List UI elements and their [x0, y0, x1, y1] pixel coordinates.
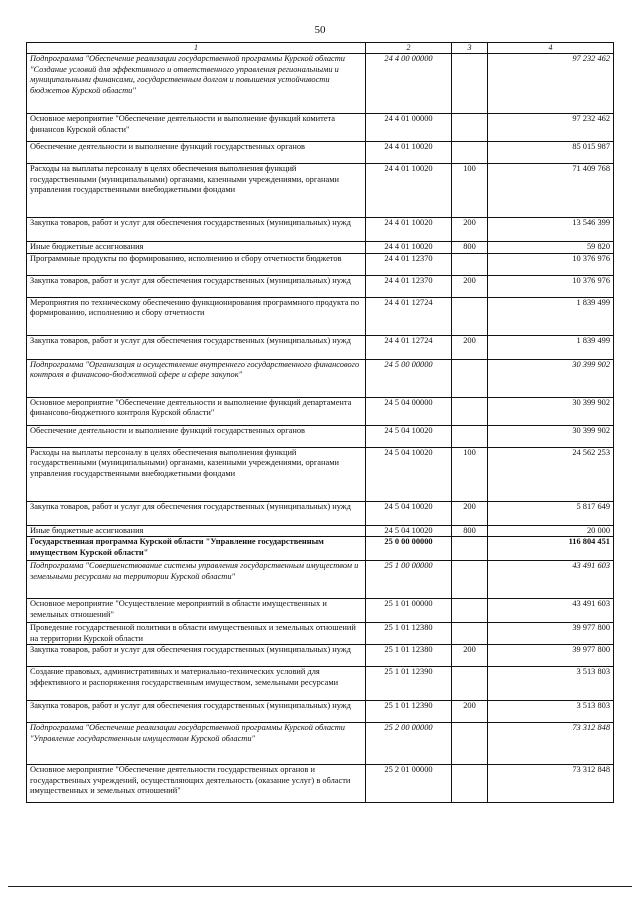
table-row	[27, 599, 614, 623]
cell-amount: 97 232 462	[488, 54, 614, 114]
cell-amount: 85 015 987	[488, 142, 614, 164]
cell-expense-type	[452, 765, 488, 803]
cell-amount: 10 376 976	[488, 253, 614, 275]
cell-code: 24 4 01 12370	[366, 253, 452, 275]
cell-code: 24 4 01 10020	[366, 218, 452, 242]
table-row	[27, 525, 614, 537]
table-row	[27, 359, 614, 397]
header-cell-code: 2	[366, 43, 452, 54]
table-row	[27, 701, 614, 723]
table-row	[27, 253, 614, 275]
cell-expense-type: 200	[452, 275, 488, 297]
cell-amount: 30 399 902	[488, 397, 614, 425]
cell-code: 24 4 01 10020	[366, 242, 452, 254]
cell-code: 25 1 01 00000	[366, 599, 452, 623]
cell-amount: 10 376 976	[488, 275, 614, 297]
cell-name: Расходы на выплаты персоналу в целях обеспечения выполнения функций государственными (муниципальными) органами, казенными учреждениями, органами управления государственными внебюджетными фондами	[27, 164, 366, 218]
cell-amount: 73 312 848	[488, 723, 614, 765]
budget-table	[26, 42, 614, 803]
cell-expense-type: 200	[452, 701, 488, 723]
cell-expense-type	[452, 359, 488, 397]
table-row	[27, 54, 614, 114]
cell-expense-type: 200	[452, 335, 488, 359]
cell-name: Закупка товаров, работ и услуг для обеспечения государственных (муниципальных) нужд	[27, 335, 366, 359]
cell-code: 25 0 00 00000	[366, 537, 452, 561]
cell-expense-type: 800	[452, 242, 488, 254]
cell-name: Закупка товаров, работ и услуг для обеспечения государственных (муниципальных) нужд	[27, 275, 366, 297]
cell-name: Подпрограмма "Обеспечение реализации государственной программы Курской области "Создание условий для эффективного и ответственного управления региональными и муниципальными финансами, государственным долгом и повышения устойчивости бюджетов Курской области"	[27, 54, 366, 114]
cell-expense-type	[452, 297, 488, 335]
cell-code: 25 1 00 00000	[366, 561, 452, 599]
cell-amount: 59 820	[488, 242, 614, 254]
cell-code: 25 1 01 12380	[366, 645, 452, 667]
table-row	[27, 164, 614, 218]
cell-amount: 20 000	[488, 525, 614, 537]
cell-code: 24 5 04 10020	[366, 501, 452, 525]
cell-name: Основное мероприятие "Обеспечение деятельности государственных органов и государственных учреждений, осуществляющих деятельность (оказание услуг) в области имущественных и земельных отношений"	[27, 765, 366, 803]
cell-expense-type	[452, 537, 488, 561]
cell-name: Иные бюджетные ассигнования	[27, 525, 366, 537]
cell-name: Подпрограмма "Обеспечение реализации государственной программы Курской области "Управление государственным имуществом Курской области"	[27, 723, 366, 765]
table-header-row	[27, 43, 614, 54]
cell-name: Мероприятия по техническому обеспечению функционирования программного продукта по формированию, исполнению и сбору отчетности	[27, 297, 366, 335]
cell-amount: 43 491 603	[488, 561, 614, 599]
cell-code: 24 5 04 10020	[366, 447, 452, 501]
table-row	[27, 561, 614, 599]
cell-name: Закупка товаров, работ и услуг для обеспечения государственных (муниципальных) нужд	[27, 501, 366, 525]
table-row	[27, 667, 614, 701]
cell-code: 25 1 01 12390	[366, 667, 452, 701]
cell-name: Подпрограмма "Совершенствование системы управления государственным имуществом и земельными ресурсами на территории Курской области"	[27, 561, 366, 599]
cell-code: 24 4 01 10020	[366, 142, 452, 164]
cell-amount: 97 232 462	[488, 114, 614, 142]
cell-name: Создание правовых, административных и материально-технических условий для эффективного и распоряжения государственным имуществом, земельными ресурсами	[27, 667, 366, 701]
cell-code: 24 5 00 00000	[366, 359, 452, 397]
page-number: 50	[314, 24, 326, 36]
table-row	[27, 623, 614, 645]
cell-code: 24 4 01 10020	[366, 164, 452, 218]
cell-expense-type	[452, 723, 488, 765]
cell-expense-type	[452, 114, 488, 142]
cell-amount: 30 399 902	[488, 359, 614, 397]
table-row	[27, 425, 614, 447]
table-row	[27, 142, 614, 164]
table-row	[27, 275, 614, 297]
table-body	[27, 54, 614, 803]
cell-name: Основное мероприятие "Обеспечение деятельности и выполнение функций комитета финансов Курской области"	[27, 114, 366, 142]
cell-amount: 5 817 649	[488, 501, 614, 525]
cell-expense-type: 100	[452, 447, 488, 501]
table-row	[27, 114, 614, 142]
table-row	[27, 218, 614, 242]
cell-amount: 73 312 848	[488, 765, 614, 803]
cell-code: 24 4 01 12724	[366, 335, 452, 359]
cell-amount: 1 839 499	[488, 335, 614, 359]
cell-code: 25 1 01 12380	[366, 623, 452, 645]
cell-amount: 3 513 803	[488, 667, 614, 701]
cell-code: 25 2 00 00000	[366, 723, 452, 765]
table-row	[27, 765, 614, 803]
cell-code: 25 2 01 00000	[366, 765, 452, 803]
cell-name: Закупка товаров, работ и услуг для обеспечения государственных (муниципальных) нужд	[27, 218, 366, 242]
table-row	[27, 645, 614, 667]
table-row	[27, 297, 614, 335]
cell-amount: 3 513 803	[488, 701, 614, 723]
cell-expense-type	[452, 142, 488, 164]
header-cell-amount: 4	[488, 43, 614, 54]
cell-expense-type	[452, 425, 488, 447]
cell-expense-type	[452, 599, 488, 623]
cell-expense-type: 200	[452, 501, 488, 525]
cell-expense-type	[452, 561, 488, 599]
cell-name: Обеспечение деятельности и выполнение функций государственных органов	[27, 142, 366, 164]
cell-name: Основное мероприятие "Обеспечение деятельности и выполнение функций департамента финансово-бюджетного контроля Курской области"	[27, 397, 366, 425]
cell-amount: 30 399 902	[488, 425, 614, 447]
cell-expense-type	[452, 253, 488, 275]
cell-code: 24 4 01 12724	[366, 297, 452, 335]
cell-name: Основное мероприятие "Осуществление мероприятий в области имущественных и земельных отношений"	[27, 599, 366, 623]
cell-name: Закупка товаров, работ и услуг для обеспечения государственных (муниципальных) нужд	[27, 701, 366, 723]
cell-name: Подпрограмма "Организация и осуществление внутреннего государственного финансового контроля в финансово-бюджетной сфере и сфере закупок"	[27, 359, 366, 397]
table-row	[27, 242, 614, 254]
cell-expense-type: 800	[452, 525, 488, 537]
cell-code: 24 4 00 00000	[366, 54, 452, 114]
cell-name: Программные продукты по формированию, исполнению и сбору отчетности бюджетов	[27, 253, 366, 275]
cell-amount: 39 977 800	[488, 645, 614, 667]
cell-amount: 43 491 603	[488, 599, 614, 623]
cell-expense-type	[452, 667, 488, 701]
cell-amount: 116 804 451	[488, 537, 614, 561]
cell-code: 25 1 01 12390	[366, 701, 452, 723]
cell-amount: 13 546 399	[488, 218, 614, 242]
header-cell-vr: 3	[452, 43, 488, 54]
cell-code: 24 5 04 10020	[366, 525, 452, 537]
bottom-rule	[8, 886, 632, 887]
cell-amount: 24 562 253	[488, 447, 614, 501]
cell-name: Иные бюджетные ассигнования	[27, 242, 366, 254]
table-row	[27, 501, 614, 525]
cell-code: 24 4 01 12370	[366, 275, 452, 297]
cell-expense-type	[452, 623, 488, 645]
cell-name: Проведение государственной политики в области имущественных и земельных отношений на территории Курской области	[27, 623, 366, 645]
cell-amount: 39 977 800	[488, 623, 614, 645]
cell-name: Расходы на выплаты персоналу в целях обеспечения выполнения функций государственными (муниципальными) органами, казенными учреждениями, органами управления государственными внебюджетными фондами	[27, 447, 366, 501]
cell-expense-type: 200	[452, 645, 488, 667]
cell-name: Обеспечение деятельности и выполнение функций государственных органов	[27, 425, 366, 447]
table-row	[27, 335, 614, 359]
cell-name: Закупка товаров, работ и услуг для обеспечения государственных (муниципальных) нужд	[27, 645, 366, 667]
cell-expense-type	[452, 54, 488, 114]
header-cell-name: 1	[27, 43, 366, 54]
cell-code: 24 5 04 10020	[366, 425, 452, 447]
table-row	[27, 537, 614, 561]
table-row	[27, 447, 614, 501]
cell-expense-type	[452, 397, 488, 425]
table-row	[27, 397, 614, 425]
cell-expense-type: 100	[452, 164, 488, 218]
cell-amount: 1 839 499	[488, 297, 614, 335]
cell-code: 24 5 04 00000	[366, 397, 452, 425]
cell-expense-type: 200	[452, 218, 488, 242]
table-row	[27, 723, 614, 765]
cell-amount: 71 409 768	[488, 164, 614, 218]
cell-code: 24 4 01 00000	[366, 114, 452, 142]
cell-name: Государственная программа Курской области "Управление государственным имуществом Курской области"	[27, 537, 366, 561]
